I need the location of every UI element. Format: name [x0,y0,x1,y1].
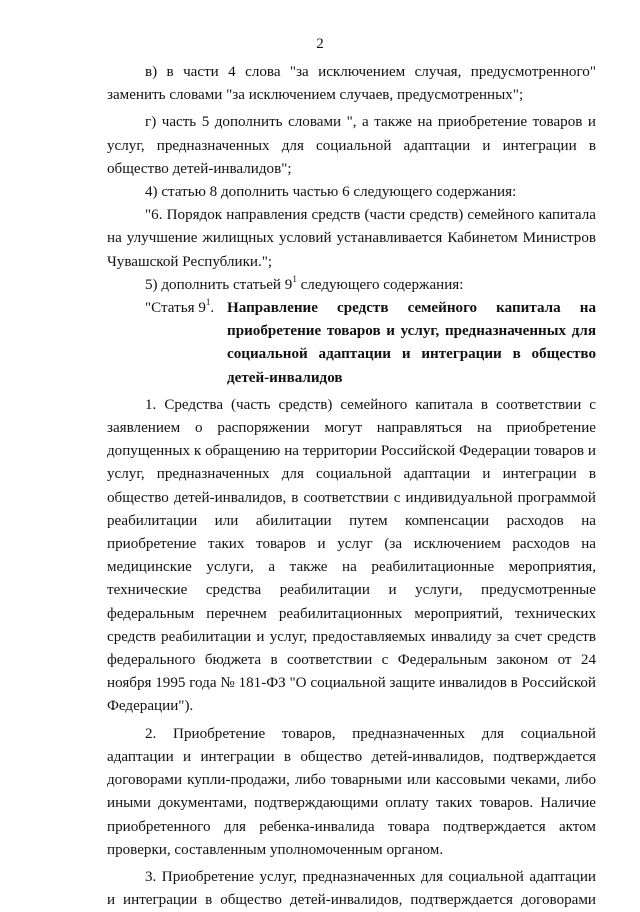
page-number: 2 [316,36,324,52]
article-number-superscript: 1 [292,273,297,284]
clause-2: 2. Приобретение товаров, предназначенных для социальной адаптации и интеграции в общество детей-инвалидов, подтверждается договорами купли-продажи, либо товарными или кассовыми чеками, либо иными документами, подтверждающими оплату таких товаров. Наличие приобретенного для ребенка-инвалида товара подтверждается актом проверки, составленным уполномоченным органом. [107,725,596,858]
amendment-item-5-tail: следующего содержания: [296,276,464,293]
clause-1: 1. Средства (часть средств) семейного капитала в соответствии с заявлением о распоряжении могут направляться на приобретение допущенных к обращению на территории Российской Федерации товаров и услуг, предназначенных для социальной адаптации и интеграции в общество детей-инвалидов, в соответствии с индивидуальной программой реабилитации или абилитации путем компенсации расходов на приобретение таких товаров и услуг (за исключением расходов на медицинские услуги, а также на реабилитационные мероприятия, технические средства реабилитации и услуги, предусмотренные федеральным перечнем реабилитационных мероприятий, технических средств реабилитации и услуг, предоставляемых инвалиду за счет средств федерального бюджета в соответствии с Федеральным законом от 24 ноября 1995 года № 181-ФЗ "О социальной защите инвалидов в Российской Федерации"). [107,396,596,715]
amendment-item-5 [107,274,596,297]
article-label-text: "Статья 9 [145,300,206,317]
article-label-dot: . [210,300,215,317]
article-label [145,297,227,394]
article-title: Направление средств семейного капитала на приобретение товаров и услуг, предназначенных для социальной адаптации и интеграции в общество детей-инвалидов [227,300,596,386]
amendment-item-4: 4) статью 8 дополнить частью 6 следующего содержания: [145,184,517,201]
article-label-superscript: 1 [205,297,211,307]
amendment-part-6-text: "6. Порядок направления средств (части средств) семейного капитала на улучшение жилищных условий устанавливается Кабинетом Министров Чувашской Республики."; [107,207,596,270]
article-heading [107,297,596,394]
clause-3: 3. Приобретение услуг, предназначенных для социальной адаптации и интеграции в общество детей-инвалидов, подтверждается договорами [107,868,596,909]
amendment-item-5-text: 5) дополнить статьей 9 [145,276,293,293]
document-body [107,61,596,912]
amendment-item-g: г) часть 5 дополнить словами ", а также на приобретение товаров и услуг, предназначенных для социальной адаптации и интеграции в общество детей-инвалидов"; [107,114,596,177]
amendment-item-v: в) в части 4 слова "за исключением случая, предусмотренного" заменить словами "за исключением случаев, предусмотренных"; [107,64,596,104]
